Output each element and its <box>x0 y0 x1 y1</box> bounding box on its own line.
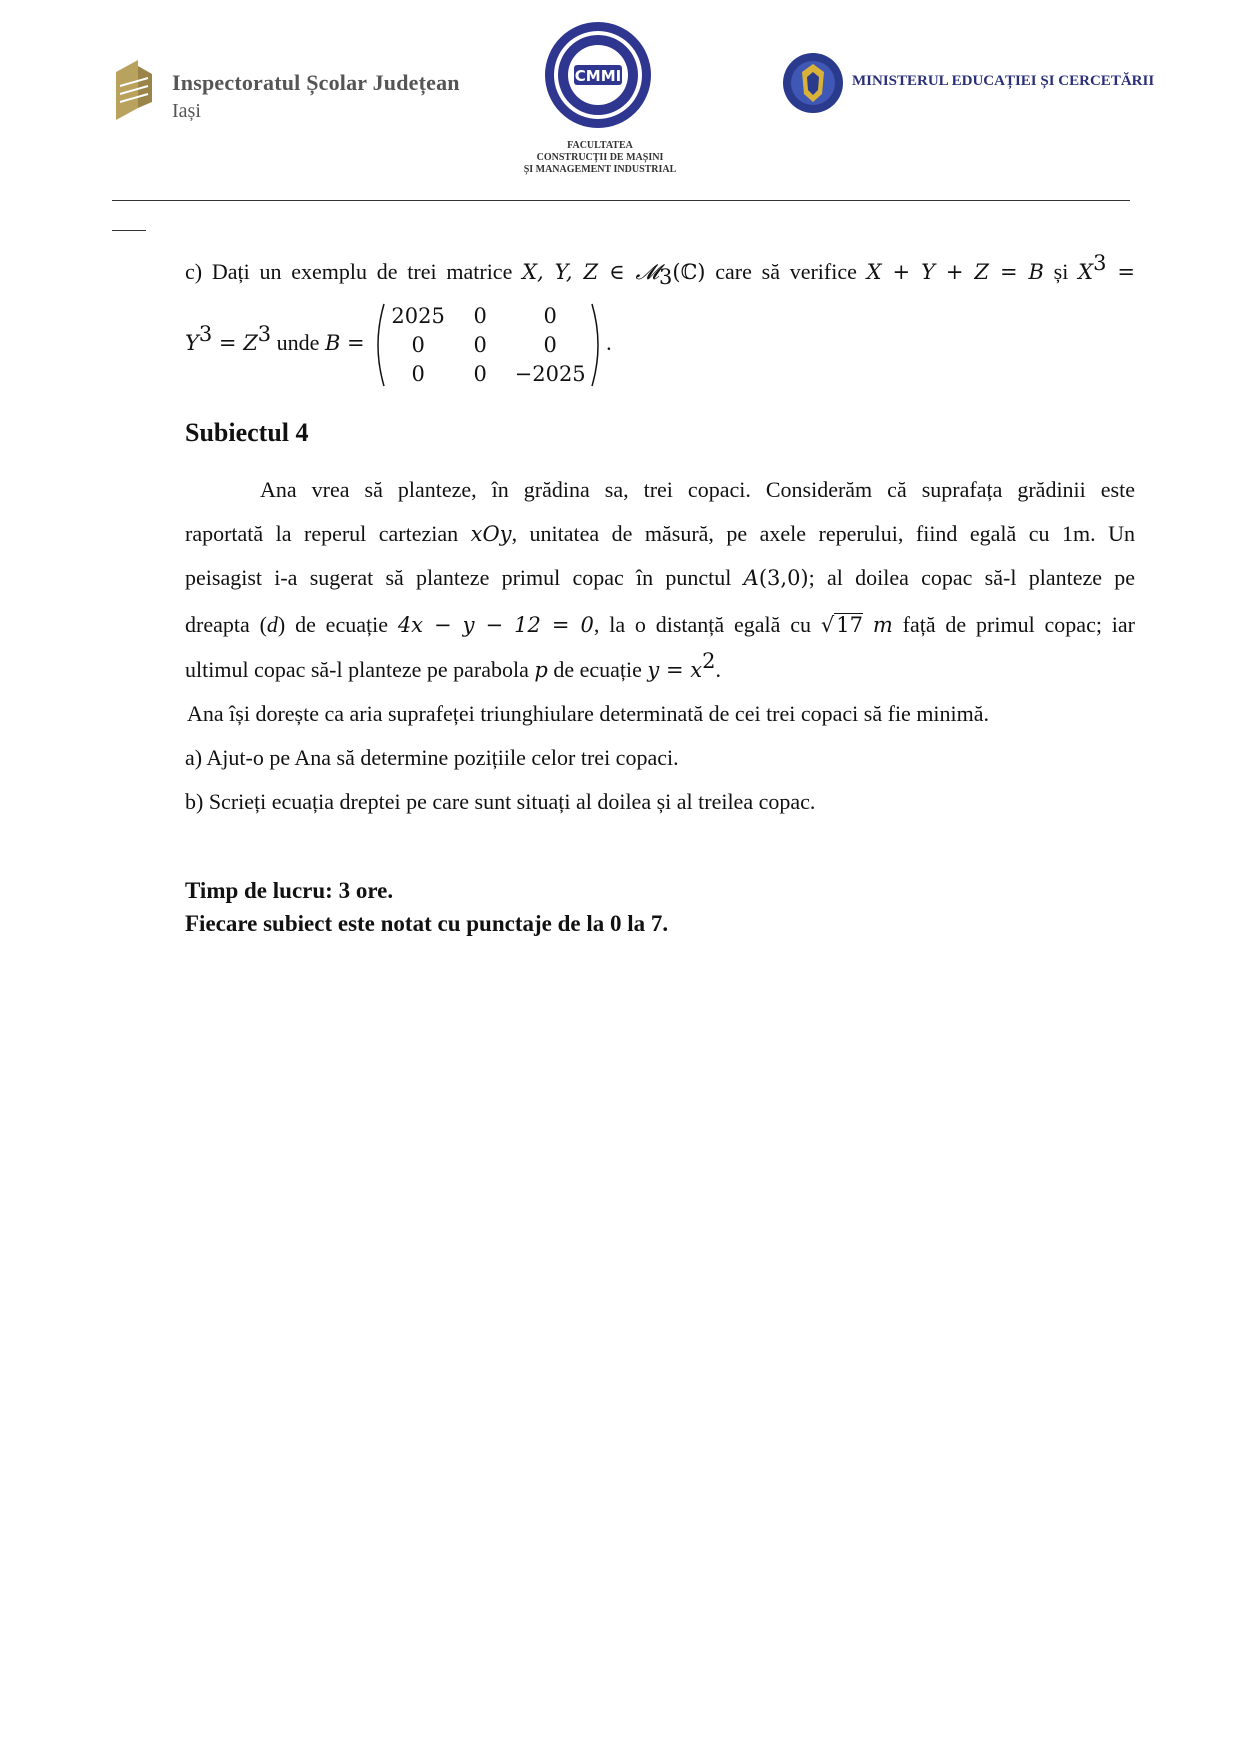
faculty-line-3: ȘI MANAGEMENT INDUSTRIAL <box>523 164 677 175</box>
matrix-cell: 0 <box>473 303 487 328</box>
matrix-cell: −2025 <box>514 361 586 386</box>
faculty-line-1: FACULTATEA <box>567 140 633 151</box>
isj-logo <box>112 58 156 122</box>
matrix-cell: 0 <box>473 361 487 386</box>
part-c-line-1: c) Dați un exemplu de trei matrice X, Y, Z ∈ 𝓜$_3$(ℂ) care să verifice X + Y + Z = B și $X^3$ = <box>185 251 1135 289</box>
matrix-cell: 0 <box>543 332 557 357</box>
isj-city: Iași <box>172 100 201 122</box>
faculty-name <box>470 140 730 176</box>
part-c-line-2: $Y^3 = Z^3$ unde B = 2025 0 0 0 0 0 0 0 −2025 . <box>185 303 612 386</box>
s4-line-3: peisagist i-a sugerat să planteze primul copac în punctul A(3,0); al doilea copac să-l planteze pe <box>185 565 1136 590</box>
header-rule-tail <box>112 230 146 231</box>
s4-line-5: ultimul copac să-l planteze pe parabola p de ecuație $y = x^2$. <box>185 649 721 682</box>
matrix-cell: 0 <box>543 303 557 328</box>
ministry-emblem <box>782 50 844 116</box>
time-limit: Timp de lucru: 3 ore. <box>185 878 394 903</box>
matrix-cell: 0 <box>473 332 487 357</box>
s4-line-4: dreapta (d) de ecuație 4x − y − 12 = 0, la o distanță egală cu √17 m față de primul copac; iar <box>185 612 1135 637</box>
cmmi-badge-text: CMMI <box>574 67 622 85</box>
matrix-cell: 0 <box>411 332 425 357</box>
question-b: b) Scrieți ecuația dreptei pe care sunt situați al doilea și al treilea copac. <box>185 789 816 814</box>
question-a: a) Ajut-o pe Ana să determine pozițiile celor trei copaci. <box>185 745 679 770</box>
s4-line-2: raportată la reperul cartezian xOy, unitatea de măsură, pe axele reperului, fiind egală cu 1m. Un <box>185 521 1135 546</box>
ministry-name: MINISTERUL EDUCAȚIEI ȘI CERCETĂRII <box>852 73 1155 89</box>
matrix-cell: 0 <box>411 361 425 386</box>
scoring-note: Fiecare subiect este notat cu punctaje de la 0 la 7. <box>185 911 669 936</box>
s4-line-6: Ana își dorește ca aria suprafeței triunghiulare determinată de cei trei copaci să fie minimă. <box>187 701 990 726</box>
matrix-cell: 2025 <box>391 303 445 328</box>
cmmi-seal <box>543 20 653 130</box>
matrix-b <box>374 302 602 388</box>
s4-line-1: Ana vrea să planteze, în grădina sa, trei copaci. Considerăm că suprafața grădinii este <box>260 477 1135 502</box>
sqrt-value: 17 <box>836 613 864 637</box>
section-title: Subiectul 4 <box>185 418 309 447</box>
isj-name: Inspectoratul Școlar Județean <box>172 70 460 95</box>
header-rule <box>112 200 1130 201</box>
faculty-line-2: CONSTRUCȚII DE MAȘINI <box>536 152 664 163</box>
